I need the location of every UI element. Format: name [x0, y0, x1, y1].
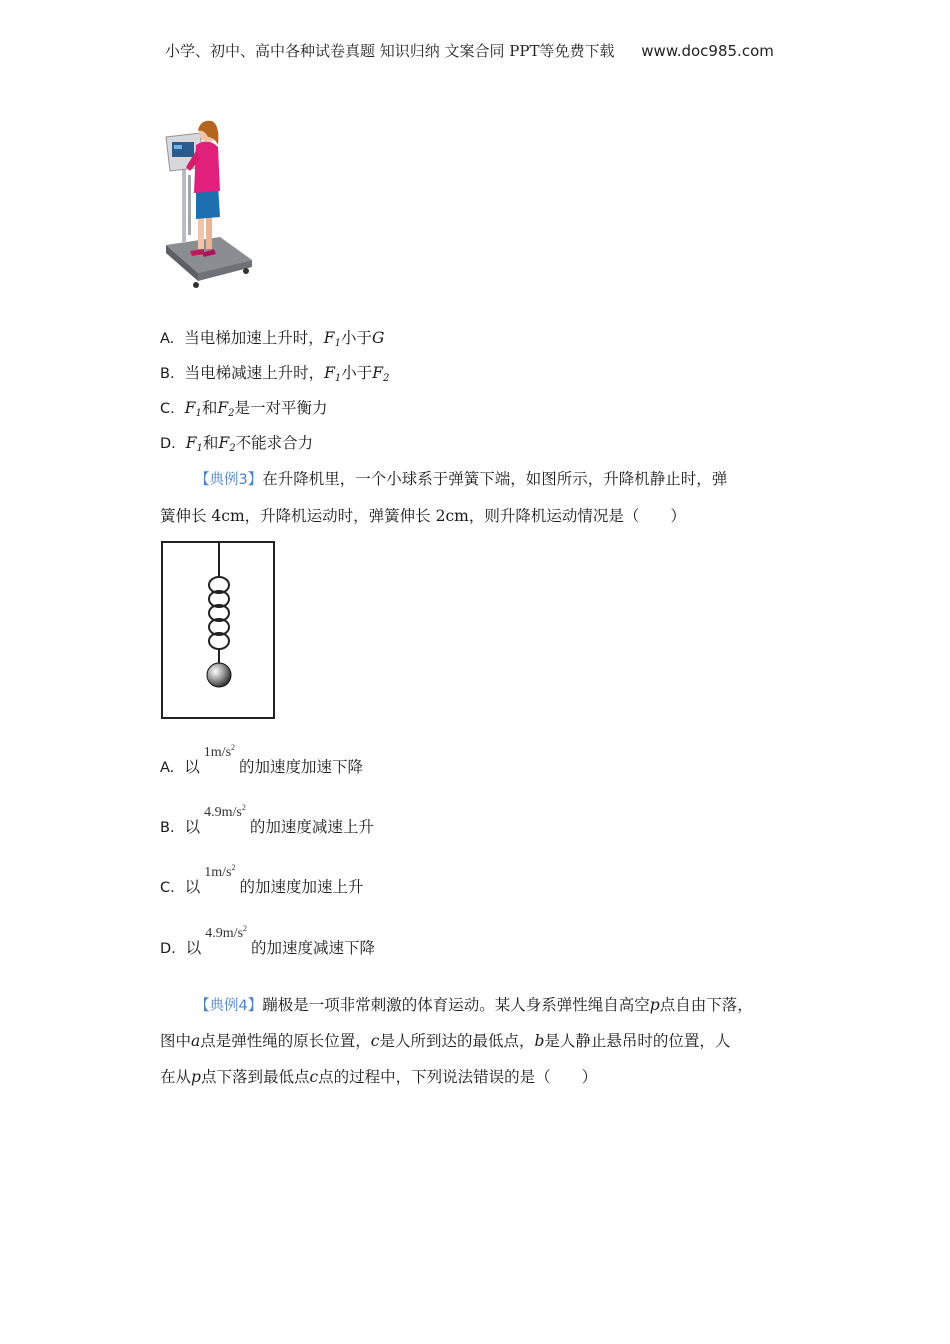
q4-stem-line2: 图中a点是弹性绳的原长位置，c是人所到达的最低点，b是人静止悬吊时的位置，人: [160, 1032, 731, 1050]
q3-option-d-value: $4.9m/s^2$: [205, 924, 248, 941]
q3-option-b: B. 以$4.9m/s^2$的加速度减速上升: [160, 803, 374, 836]
q3-option-a-value: $1m/s^2$: [203, 743, 236, 760]
q3-option-c-value: $1m/s^2$: [204, 863, 236, 880]
q4-tag: 【典例4】: [195, 998, 263, 1014]
q2-option-a: A. 当电梯加速上升时，$F_1$小于G: [160, 329, 385, 349]
page-header: [165, 40, 774, 61]
q3-option-d: D. 以$4.9m/s^2$的加速度减速下降: [160, 924, 376, 957]
q3-option-a: A. 以$1m/s^2$的加速度加速下降: [160, 743, 364, 776]
scale-person-figure: [160, 115, 260, 295]
q4-stem-line3: 在从p点下落到最低点c点的过程中，下列说法错误的是（ ）: [160, 1068, 598, 1086]
q2-option-c: C. $F_1$和$F_2$是一对平衡力: [160, 399, 328, 419]
q2-option-d: D. $F_1$和$F_2$不能求合力: [160, 434, 314, 454]
q2-option-b: B. 当电梯减速上升时，$F_1$小于$F_2$: [160, 364, 390, 384]
header-text: 小学、初中、高中各种试卷真题 知识归纳 文案合同 PPT等免费下载: [165, 42, 615, 60]
spring-elevator-figure: [160, 540, 276, 720]
q3-option-b-value: $4.9m/s^2$: [204, 803, 246, 820]
q3-stem-line2: 簧伸长 4cm，升降机运动时，弹簧伸长 2cm，则升降机运动情况是（ ）: [160, 507, 686, 525]
q3-tag: 【典例3】: [195, 472, 263, 488]
q3-option-c: C. 以$1m/s^2$的加速度加速上升: [160, 863, 364, 896]
header-site: www.doc985.com: [641, 42, 774, 60]
q3-stem-line1: 【典例3】在升降机里，一个小球系于弹簧下端，如图所示，升降机静止时，弹: [195, 470, 728, 488]
q4-stem-line1: 【典例4】蹦极是一项非常刺激的体育运动。某人身系弹性绳自高空p点自由下落，: [195, 996, 753, 1014]
